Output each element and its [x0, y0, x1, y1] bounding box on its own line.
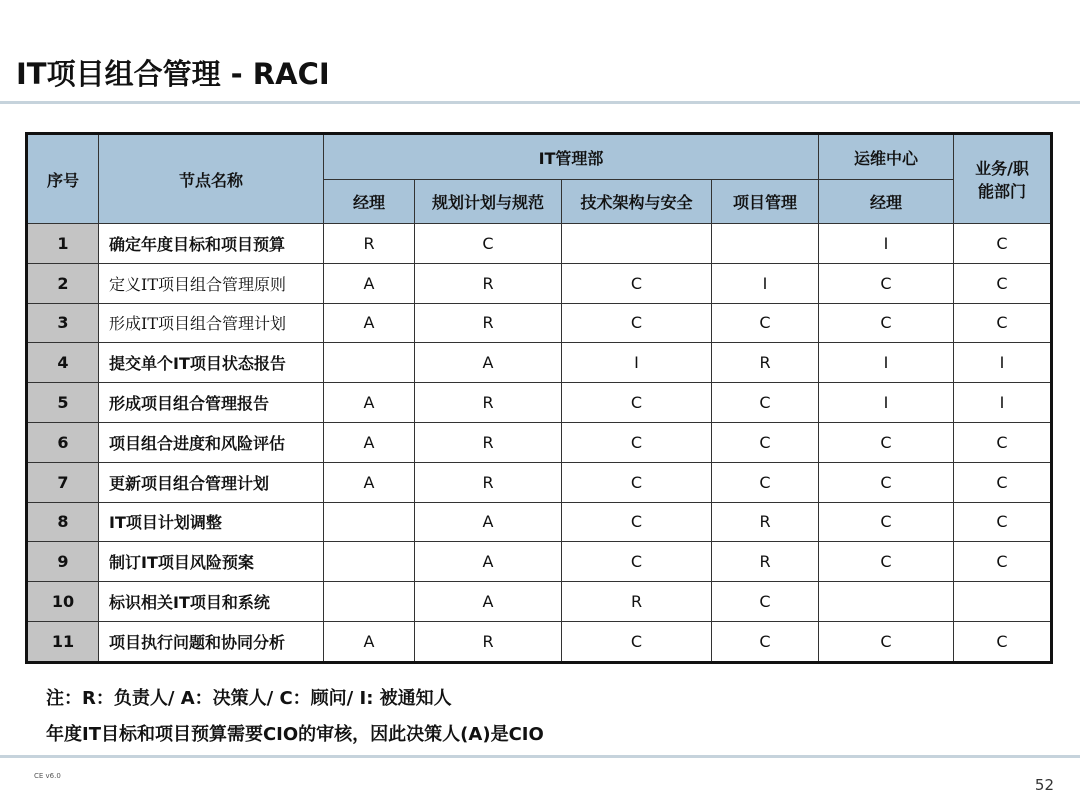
- header-project-mgmt: 项目管理: [712, 180, 819, 224]
- raci-cell: [819, 582, 954, 622]
- row-node-name: 项目组合进度和风险评估: [99, 422, 324, 462]
- raci-cell: R: [415, 263, 562, 303]
- raci-cell: C: [819, 502, 954, 542]
- row-number: 8: [27, 502, 99, 542]
- raci-cell: C: [712, 582, 819, 622]
- raci-table: [25, 132, 1053, 664]
- raci-cell: R: [562, 582, 712, 622]
- table-row: [27, 621, 1052, 662]
- table-row: [27, 383, 1052, 423]
- raci-cell: [712, 224, 819, 264]
- row-node-name: 定义IT项目组合管理原则: [99, 263, 324, 303]
- raci-cell: [954, 582, 1052, 622]
- title-divider: [0, 101, 1080, 104]
- row-number: 5: [27, 383, 99, 423]
- raci-cell: A: [415, 502, 562, 542]
- raci-cell: [324, 343, 415, 383]
- raci-cell: I: [562, 343, 712, 383]
- table-row: [27, 422, 1052, 462]
- row-number: 6: [27, 422, 99, 462]
- raci-cell: R: [712, 343, 819, 383]
- raci-cell: R: [415, 621, 562, 662]
- raci-cell: R: [712, 502, 819, 542]
- page-number: 52: [1034, 776, 1054, 794]
- row-node-name: 提交单个IT项目状态报告: [99, 343, 324, 383]
- row-node-name: 更新项目组合管理计划: [99, 462, 324, 502]
- raci-cell: C: [415, 224, 562, 264]
- raci-cell: C: [712, 303, 819, 343]
- raci-cell: A: [415, 542, 562, 582]
- version-label: CE v6.0: [34, 772, 61, 780]
- raci-cell: I: [819, 224, 954, 264]
- raci-cell: C: [712, 462, 819, 502]
- raci-cell: [324, 582, 415, 622]
- raci-cell: C: [562, 502, 712, 542]
- header-seq: 序号: [27, 134, 99, 224]
- row-node-name: 确定年度目标和项目预算: [99, 224, 324, 264]
- raci-cell: R: [324, 224, 415, 264]
- raci-cell: I: [954, 343, 1052, 383]
- raci-cell: I: [819, 343, 954, 383]
- row-number: 7: [27, 462, 99, 502]
- table-row: [27, 343, 1052, 383]
- raci-cell: C: [954, 502, 1052, 542]
- raci-cell: C: [819, 462, 954, 502]
- row-number: 2: [27, 263, 99, 303]
- row-node-name: IT项目计划调整: [99, 502, 324, 542]
- header-planning: 规划计划与规范: [415, 180, 562, 224]
- raci-cell: [562, 224, 712, 264]
- raci-cell: C: [562, 462, 712, 502]
- raci-cell: C: [954, 621, 1052, 662]
- raci-cell: C: [819, 263, 954, 303]
- header-name: 节点名称: [99, 134, 324, 224]
- raci-cell: A: [324, 303, 415, 343]
- raci-cell: C: [819, 542, 954, 582]
- header-architecture: 技术架构与安全: [562, 180, 712, 224]
- raci-cell: C: [819, 621, 954, 662]
- raci-cell: C: [954, 542, 1052, 582]
- raci-cell: C: [819, 303, 954, 343]
- raci-cell: C: [712, 383, 819, 423]
- cio-remark-note: 年度IT目标和项目预算需要CIO的审核，因此决策人(A)是CIO: [46, 724, 544, 745]
- raci-legend-note: 注：R：负责人/ A：决策人/ C：顾问/ I: 被通知人: [46, 688, 452, 709]
- raci-cell: A: [415, 582, 562, 622]
- table-row: [27, 462, 1052, 502]
- raci-cell: [324, 542, 415, 582]
- slide-title: IT项目组合管理 - RACI: [16, 57, 330, 91]
- row-number: 11: [27, 621, 99, 662]
- raci-cell: C: [819, 422, 954, 462]
- row-number: 1: [27, 224, 99, 264]
- row-number: 3: [27, 303, 99, 343]
- raci-cell: C: [712, 621, 819, 662]
- row-node-name: 形成IT项目组合管理计划: [99, 303, 324, 343]
- raci-cell: C: [954, 422, 1052, 462]
- raci-cell: C: [562, 303, 712, 343]
- raci-cell: R: [415, 422, 562, 462]
- raci-cell: A: [415, 343, 562, 383]
- raci-cell: A: [324, 462, 415, 502]
- table-row: [27, 303, 1052, 343]
- raci-cell: C: [562, 542, 712, 582]
- raci-cell: A: [324, 621, 415, 662]
- raci-cell: C: [954, 263, 1052, 303]
- raci-cell: A: [324, 263, 415, 303]
- footer-divider: [0, 755, 1080, 758]
- raci-cell: C: [562, 383, 712, 423]
- header-it-dept: IT管理部: [324, 134, 819, 180]
- row-node-name: 标识相关IT项目和系统: [99, 582, 324, 622]
- raci-cell: R: [415, 383, 562, 423]
- table-row: [27, 263, 1052, 303]
- header-ops-manager: 经理: [819, 180, 954, 224]
- raci-cell: R: [415, 462, 562, 502]
- raci-cell: C: [954, 303, 1052, 343]
- row-node-name: 形成项目组合管理报告: [99, 383, 324, 423]
- raci-cell: R: [415, 303, 562, 343]
- raci-cell: I: [819, 383, 954, 423]
- raci-cell: A: [324, 422, 415, 462]
- raci-cell: I: [954, 383, 1052, 423]
- raci-cell: A: [324, 383, 415, 423]
- header-ops-center: 运维中心: [819, 134, 954, 180]
- row-number: 9: [27, 542, 99, 582]
- raci-cell: C: [954, 224, 1052, 264]
- row-number: 4: [27, 343, 99, 383]
- row-node-name: 项目执行问题和协同分析: [99, 621, 324, 662]
- table-row: [27, 224, 1052, 264]
- raci-cell: I: [712, 263, 819, 303]
- raci-cell: C: [712, 422, 819, 462]
- header-business-dept: 业务/职能部门: [954, 134, 1052, 224]
- raci-cell: R: [712, 542, 819, 582]
- raci-cell: C: [954, 462, 1052, 502]
- header-it-manager: 经理: [324, 180, 415, 224]
- raci-cell: C: [562, 422, 712, 462]
- raci-cell: [324, 502, 415, 542]
- raci-cell: C: [562, 263, 712, 303]
- table-row: [27, 502, 1052, 542]
- raci-cell: C: [562, 621, 712, 662]
- table-row: [27, 542, 1052, 582]
- row-node-name: 制订IT项目风险预案: [99, 542, 324, 582]
- row-number: 10: [27, 582, 99, 622]
- table-row: [27, 582, 1052, 622]
